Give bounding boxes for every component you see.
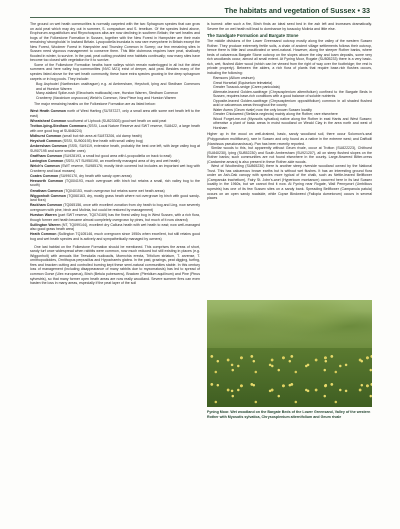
paragraph: One last habitat on the Folkestone Formation should be mentioned. This comprises the areas of short, sandy turf once widespread when rabbits were common, now much reduced but still existing in places (e.g. Wiggonholt) with annuals like Teesdalia nudicaulis, Moenchia erecta, Trifolium striatum, T. arvense, T. ornithopodioides, Ornithopus perpusillus and Hypochaeris glabra. In the past, grazings, peat digging, turfing, fires and bracken cutting and controlled burning kept these semi-natural communities stable. In this century loss of management (including disappearance of many rabbits due to myxomatosis) has led to spread of common Gorse (Ulex europaeus), Birch (Betula pubescens), Bracken (Pteridium aquilinum) and Pine (Pinus sylvestris), so that many former open heath areas are now really woodland. Severe summer fires can even hasten the loss in many areas, especially if the peat layer of the soil	[30, 244, 200, 286]
site-entry	[30, 213, 200, 222]
site-name: Midhurst Common	[30, 133, 62, 138]
site-name: Welch's Common	[30, 164, 60, 169]
list-item: Water Avens (Geum rivale) now the only known Sussex locality	[213, 107, 312, 112]
site-text: (small but rich area at SU873206, old damp heath)	[62, 133, 142, 138]
photo-caption: Fyning Moor. Wet woodland on the Bargate Beds of the Lower Greensand, Valley of the western Rother with Myosotis sylvatica, Chrysosplenium alternifolium and Geum rivale	[207, 410, 371, 419]
site-text: (Sullington TQ105146, much overgrown since 1950s when excellent, but still retains good bog and wet heath species and is actively and sympathetically managed by owners)	[30, 232, 200, 241]
list-item: Bog Asphodel (Narthecium ossifragum) e.g. at Ambersham, Heyshott, Iping and Stedham Commons and at Hurston Warren	[36, 82, 200, 91]
site-text: (SU928193, a small but good area with Lycopodiella on track to east)	[63, 153, 172, 158]
site-entry	[30, 154, 200, 159]
site-text: (SSSI, SU900193) fine heath with small valley bog)	[62, 138, 143, 143]
paragraph: Some of the Folkestone Formation heaths have valleys which remain waterlogged in all but the driest summers and here valley bog communities (NVC M21) exist of deeper, acid peat. Besides many of the species listed above for the wet heath community, these have extra species growing in the deep sphagnum carpets or in bog pools. They include:	[30, 62, 200, 81]
list-item: Greater Chickweed (Stellaria neglecta) mainly along the Rother; rare elsewhere	[213, 112, 338, 117]
site-entry	[30, 179, 200, 188]
site-name: Wheatsheaf Common	[30, 118, 67, 123]
running-head: The habitats and vegetation of Sussex • 33	[224, 6, 370, 15]
left-column	[30, 22, 200, 286]
site-text: (part SWT reserve, TQ074169) has the finest valley bog in West Sussex, with a rich flora, though former wet heath became almost completely overgrown by pines, but much of it now cleared)	[30, 213, 200, 222]
site-text: (TQ065156, once with excellent zonation from dry heath to bog and Ling, now severely overgrown with pine, birch and Molinia, but could be restored by management)	[30, 203, 200, 212]
list-item: Great Horsetail (Equisetum telmateia)	[213, 80, 273, 85]
site-name: Ambersham Common	[30, 144, 67, 149]
site-name: Greatham Common	[30, 188, 63, 193]
site-text: (SSSI, NT SU950190, an excellently managed area of dry and wet heath)	[64, 158, 180, 163]
site-name: Sullington Warren	[30, 222, 61, 227]
list-item: Many-stalked Spike-rush (Eleocharis multicaulis) rare, Hurston Warren, Stedham Common	[36, 91, 179, 96]
paragraph: Higher up in the wood on well-drained, basic, sandy woodland soil, there occur Solomon's-seal (Polygonatum multiflorum), rare in Sussex and only found as a native in the extreme west; and Daffodil (Narcissus pseudonarcissus). Pan has been recently reported.	[207, 132, 372, 146]
site-name: Hurston Warren	[30, 213, 57, 218]
site-entry	[30, 174, 200, 179]
site-entry	[30, 223, 200, 232]
flower-ground-layer	[207, 348, 372, 407]
site-text: (TQ040153, much overgrown but retains some wet heath areas)	[63, 188, 165, 193]
site-name: Wiggonholt Common	[30, 193, 66, 198]
paragraph: is burned: after such a fire, Birch finds an ideal seed bed in the ash left and increases dramatically. Severe fire on wet heath will lead to dominance by tussocky Molinia and little else.	[207, 22, 372, 31]
list-item: Opposite-leaved Golden-saxifrage (Chrysosplenium oppositifolium) common in all shaded flushed acid or calcareous areas throughout the county	[213, 98, 372, 108]
list-item: Ramsons (Allium ursinum)	[213, 76, 255, 81]
page-header	[0, 6, 400, 18]
site-text: (SSSI, Local Nature Reserve and SWT reserve, SU8422, a large heath with one good bog at SU846224)	[30, 124, 200, 133]
site-text: (SU990170, dry heath with sandy open areas)	[59, 173, 132, 178]
paragraph: West of Woolbeding (SU865230) there is another steep riverside woodland owned by the National Trust. This has calcareous brown earths but is without wet flushes. It has an interesting ground flora under an Ash-Oak canopy with species more typical of the chalk, such as Nettle-leaved Bellflower (Campanula trachelium), Fairy St. John's-wort (Hypericum montanum) occurred here in its last Sussex locality in the 1960s, but we cannot find it now. At Fyning near Rogate, Wall Pennywort (Umbilicus rupestris) has one of its few Sussex sites on a sandy bank. Spreading Bellflower (Campanula patula) occurs on an open sandy roadside, while Copse Bindweed (Fallopia dumetorum) occurs in several places	[207, 164, 372, 201]
site-text: north of West Harting (SU787227, only a small area with some wet heath left to the east)	[30, 109, 200, 118]
list-item: Alternate-leaved Golden-saxifrage (Chrysosplenium alternifolium) confined to the Bargate Beds in Sussex, requires base-rich conditions with a good balance of soluble nutrients	[213, 89, 372, 99]
site-text: southwest of Liphook (SU823303) good wet heath on acid peat	[67, 118, 167, 123]
site-entry	[30, 144, 200, 153]
header-rule	[30, 17, 370, 18]
site-text: (NT, TQ099144), excellent dry Calluna heath with wet heath to east; now well-managed also good grass heath area)	[30, 222, 200, 232]
site-entry	[30, 134, 200, 139]
site-entry	[30, 164, 200, 173]
site-entry	[30, 139, 200, 144]
site-entry	[30, 232, 200, 241]
list-item: Wood Forget-me-not (Myosotis sylvatica) native along the Rother in east Hants and West Sussex; otherwise a plant of basic areas in moist woodland on Weald Clay in the area north and west of Horsham	[213, 116, 372, 130]
paragraph: The ground on wet heath communities is normally carpeted with the two Sphagnum species that can grow on acid peat which may dry out in summer, S. compactum and S. tenellum. Of the species listed above, Erophorum angustifolium and Rhynchospora alba are now declining in southern Britain; the wet heaths and bogs of the Folkestone Formation in Sussex, together with the New Forest in Hampshire are their main remaining 'strongholds' in lowland Britain. Lycopodiella inundata is now rare everywhere in Britain except the New Forest, Woolmer Forest in Hampshire and Thursley Common in Surrey; our few remaining sites in Sussex need vigorous management to conserve them. This little clubmoss requires bare peat, shallowly flooded in winter, to survive. In the past, peat cutting provided new habitats continually; now many sites have become too closed with vegetation for it to survive.	[30, 22, 200, 63]
site-entry	[30, 194, 200, 203]
woodland-photo	[207, 300, 372, 407]
site-text: (TQ004193, much overgrown with birch but retains a small, rich valley bog to the south)	[30, 178, 201, 188]
site-entry	[30, 203, 200, 212]
flush-plant-list	[213, 76, 372, 130]
site-name: West Heath Common	[30, 109, 66, 114]
site-name: Rackham Common	[30, 203, 63, 208]
paragraph: The middle divisions of the Lower Greensand outcrop mostly along the valley of the western Sussex Rother. They produce extremely fertile soils, a chain of ancient village settlements follows their outcrop, hence there is little land uncultivated or semi-natural. However, along the steeper Rother banks, where beds of calcareous Bargate Stone outcrop on the slopes above the clay and loam deposits, some very rich woodlands occur, almost all small extent. At Fyning Moor, Rogate (SU805233) there is a very basic-rich, wet, flushed Alder wood (which can be viewed from the right of way over the footbridge; the rest is private property). Between the alders, a rich flora of plants that require base-rich flushes occurs, including the following:	[207, 39, 372, 75]
paragraph: The major remaining heaths on the Folkestone Formation are as listed below:	[34, 102, 156, 107]
section-heading: The Sandgate Formation and Bargate Stone	[207, 33, 299, 39]
site-text: (TQ060163, dry, mostly grass heath where not overgrown by birch with good sandy-land flora)	[30, 193, 200, 203]
site-name: Hesworth Common	[30, 178, 64, 183]
right-column	[207, 22, 372, 201]
site-entry	[30, 189, 200, 194]
site-name: Lavington Common	[30, 158, 64, 163]
site-entry	[30, 159, 200, 164]
site-name: Heath Common	[30, 232, 57, 237]
site-text: (SSSI, SU9119, extensive heath, probably the best one left, with large valley bog at SU907195 and some smaller ones)	[30, 144, 200, 153]
list-item: Greater Tussock-sedge (Carex paniculata)	[213, 85, 280, 90]
list-item: Cranberry (Vaccinium oxycoccos) Welch's Common, New Piece bog and Hurston Warren	[36, 95, 176, 100]
site-entry	[30, 109, 200, 118]
bog-plant-list	[36, 82, 200, 100]
paragraph: Similar woods to this, but apparently without Geum rivale, occur at Trotton (SU822223), Chithurst (SU840230), Iping (SU852230) and South Ambersham (SU921207), all on steep flushed slopes on the Rother banks; such communities are not found elsewhere in the county. Large-flowered Bitter-cress (Cardamine amara) is also present in these Rother-side woods.	[207, 146, 372, 164]
site-name: Heyshott Common	[30, 138, 62, 143]
site-name: Trotton-Iping-Stedham Commons	[30, 124, 87, 129]
site-text: (SWT reserve, SU985176; mostly birch covered but includes an important wet bog with Cranberry and local mosses)	[30, 164, 200, 173]
site-entry	[30, 119, 200, 124]
site-name: Graffham Common	[30, 153, 63, 158]
tree-canopy	[207, 300, 372, 348]
site-name: Coates Common	[30, 173, 59, 178]
site-entry	[30, 124, 200, 133]
